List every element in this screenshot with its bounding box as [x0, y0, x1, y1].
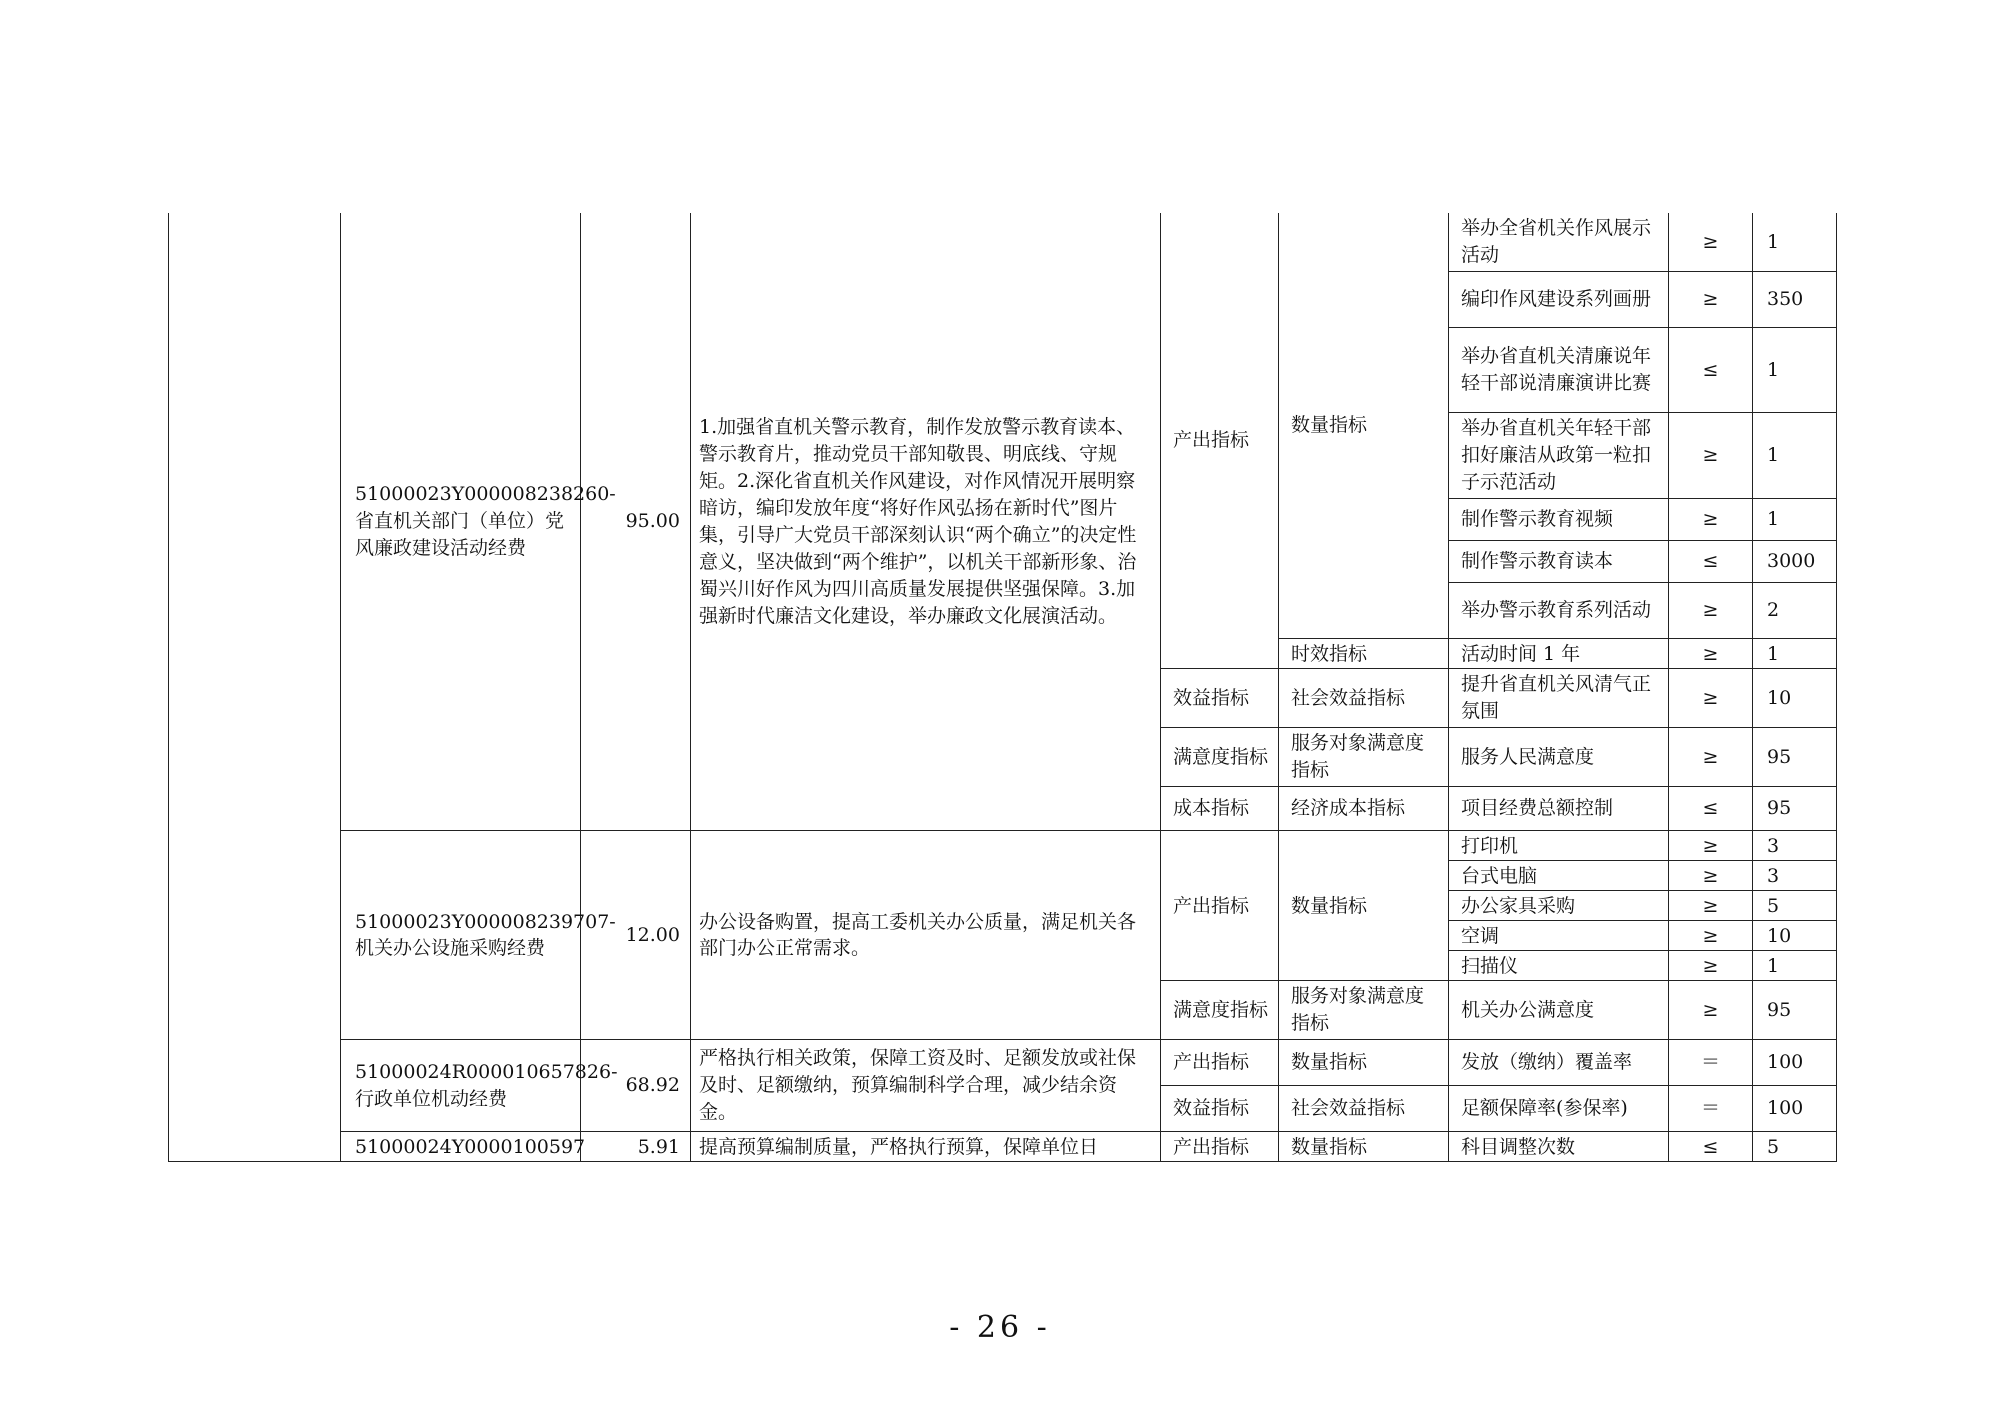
level1-indicator-cell: 产出指标: [1161, 1132, 1279, 1162]
operator-cell: ≥: [1669, 413, 1753, 499]
project-name-cell: 51000023Y000008238260-省直机关部门（单位）党风廉政建设活动经费: [341, 213, 581, 831]
level2-indicator-cell: 社会效益指标: [1279, 1086, 1449, 1132]
indicator-value-cell: 10: [1753, 669, 1837, 728]
level2-indicator-cell: 社会效益指标: [1279, 669, 1449, 728]
project-description-cell: 提高预算编制质量，严格执行预算，保障单位日: [691, 1132, 1161, 1162]
indicator-name-cell: 编印作风建设系列画册: [1449, 272, 1669, 328]
indicator-value-cell: 95: [1753, 787, 1837, 831]
level1-indicator-cell: 效益指标: [1161, 669, 1279, 728]
table-row: [169, 1132, 1837, 1162]
level2-indicator-cell: 数量指标: [1279, 1040, 1449, 1086]
level1-indicator-cell: 满意度指标: [1161, 728, 1279, 787]
indicator-name-cell: 举办全省机关作风展示活动: [1449, 213, 1669, 272]
level2-indicator-cell: 数量指标: [1279, 213, 1449, 639]
indicator-name-cell: 制作警示教育视频: [1449, 499, 1669, 541]
level1-indicator-cell: 满意度指标: [1161, 981, 1279, 1040]
operator-cell: ≤: [1669, 541, 1753, 583]
indicator-name-cell: 空调: [1449, 921, 1669, 951]
category-cell: [169, 213, 341, 1162]
level1-indicator-cell: 产出指标: [1161, 831, 1279, 981]
operator-cell: ≥: [1669, 951, 1753, 981]
indicator-value-cell: 100: [1753, 1040, 1837, 1086]
project-description-cell: 严格执行相关政策，保障工资及时、足额发放或社保及时、足额缴纳，预算编制科学合理，减少结余资金。: [691, 1040, 1161, 1132]
operator-cell: ≥: [1669, 499, 1753, 541]
operator-cell: ≥: [1669, 921, 1753, 951]
table-row: [169, 831, 1837, 861]
indicator-name-cell: 举办警示教育系列活动: [1449, 583, 1669, 639]
operator-cell: ≥: [1669, 728, 1753, 787]
indicator-name-cell: 扫描仪: [1449, 951, 1669, 981]
indicator-value-cell: 1: [1753, 213, 1837, 272]
indicator-value-cell: 1: [1753, 499, 1837, 541]
indicator-value-cell: 350: [1753, 272, 1837, 328]
project-description-cell: 1.加强省直机关警示教育，制作发放警示教育读本、警示教育片，推动党员干部知敬畏、明底线、守规矩。2.深化省直机关作风建设，对作风情况开展明察暗访，编印发放年度“将好作风弘扬在新时代”图片集，引导广大党员干部深刻认识“两个确立”的决定性意义，坚决做到“两个维护”，以机关干部新形象、治蜀兴川好作风为四川高质量发展提供坚强保障。3.加强新时代廉洁文化建设，举办廉政文化展演活动。: [691, 213, 1161, 831]
operator-cell: ≥: [1669, 213, 1753, 272]
indicator-value-cell: 5: [1753, 1132, 1837, 1162]
indicator-value-cell: 95: [1753, 728, 1837, 787]
performance-target-table: [168, 213, 1837, 1162]
indicator-value-cell: 1: [1753, 413, 1837, 499]
table-row: [169, 1040, 1837, 1086]
level2-indicator-cell: 经济成本指标: [1279, 787, 1449, 831]
operator-cell: ≤: [1669, 787, 1753, 831]
operator-cell: ≥: [1669, 981, 1753, 1040]
project-name-cell: 51000024R000010657826-行政单位机动经费: [341, 1040, 581, 1132]
project-amount-cell: 68.92: [581, 1040, 691, 1132]
project-amount-cell: 5.91: [581, 1132, 691, 1162]
indicator-value-cell: 3: [1753, 861, 1837, 891]
operator-cell: ＝: [1669, 1040, 1753, 1086]
operator-cell: ≥: [1669, 861, 1753, 891]
indicator-value-cell: 100: [1753, 1086, 1837, 1132]
project-description-cell: 办公设备购置，提高工委机关办公质量，满足机关各部门办公正常需求。: [691, 831, 1161, 1040]
operator-cell: ≥: [1669, 831, 1753, 861]
operator-cell: ≤: [1669, 328, 1753, 413]
operator-cell: ＝: [1669, 1086, 1753, 1132]
indicator-name-cell: 举办省直机关年轻干部扣好廉洁从政第一粒扣子示范活动: [1449, 413, 1669, 499]
project-amount-cell: 12.00: [581, 831, 691, 1040]
indicator-value-cell: 2: [1753, 583, 1837, 639]
indicator-name-cell: 足额保障率(参保率): [1449, 1086, 1669, 1132]
indicator-name-cell: 办公家具采购: [1449, 891, 1669, 921]
level2-indicator-cell: 服务对象满意度指标: [1279, 981, 1449, 1040]
table-row: [169, 213, 1837, 272]
level2-indicator-cell: 服务对象满意度指标: [1279, 728, 1449, 787]
indicator-value-cell: 5: [1753, 891, 1837, 921]
indicator-value-cell: 1: [1753, 951, 1837, 981]
operator-cell: ≥: [1669, 272, 1753, 328]
project-amount-cell: 95.00: [581, 213, 691, 831]
project-name-cell: 51000023Y000008239707-机关办公设施采购经费: [341, 831, 581, 1040]
indicator-name-cell: 台式电脑: [1449, 861, 1669, 891]
level2-indicator-cell: 时效指标: [1279, 639, 1449, 669]
level2-indicator-cell: 数量指标: [1279, 831, 1449, 981]
operator-cell: ≥: [1669, 583, 1753, 639]
indicator-name-cell: 打印机: [1449, 831, 1669, 861]
indicator-value-cell: 95: [1753, 981, 1837, 1040]
indicator-name-cell: 发放（缴纳）覆盖率: [1449, 1040, 1669, 1086]
operator-cell: ≤: [1669, 1132, 1753, 1162]
indicator-value-cell: 3000: [1753, 541, 1837, 583]
indicator-name-cell: 提升省直机关风清气正氛围: [1449, 669, 1669, 728]
indicator-name-cell: 科目调整次数: [1449, 1132, 1669, 1162]
level1-indicator-cell: 产出指标: [1161, 213, 1279, 669]
project-name-cell: 51000024Y0000100597: [341, 1132, 581, 1162]
page-number: - 26 -: [949, 1310, 1051, 1345]
operator-cell: ≥: [1669, 891, 1753, 921]
indicator-value-cell: 3: [1753, 831, 1837, 861]
indicator-name-cell: 举办省直机关清廉说年轻干部说清廉演讲比赛: [1449, 328, 1669, 413]
indicator-value-cell: 1: [1753, 328, 1837, 413]
operator-cell: ≥: [1669, 669, 1753, 728]
operator-cell: ≥: [1669, 639, 1753, 669]
level1-indicator-cell: 效益指标: [1161, 1086, 1279, 1132]
indicator-name-cell: 服务人民满意度: [1449, 728, 1669, 787]
table-body: [169, 213, 1837, 1162]
level1-indicator-cell: 成本指标: [1161, 787, 1279, 831]
level2-indicator-cell: 数量指标: [1279, 1132, 1449, 1162]
indicator-name-cell: 机关办公满意度: [1449, 981, 1669, 1040]
indicator-name-cell: 项目经费总额控制: [1449, 787, 1669, 831]
indicator-name-cell: 活动时间 1 年: [1449, 639, 1669, 669]
level1-indicator-cell: 产出指标: [1161, 1040, 1279, 1086]
indicator-value-cell: 10: [1753, 921, 1837, 951]
indicator-name-cell: 制作警示教育读本: [1449, 541, 1669, 583]
indicator-value-cell: 1: [1753, 639, 1837, 669]
